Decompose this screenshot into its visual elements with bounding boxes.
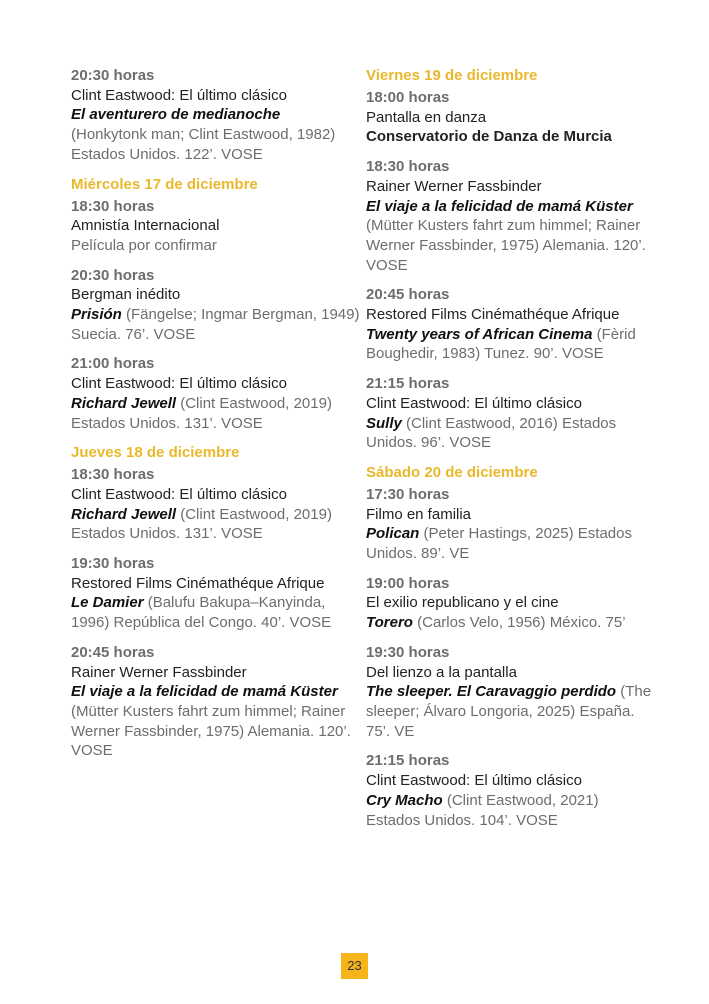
event-time: 20:45 horas [366,286,450,304]
event-series: Restored Films Cinémathéque Afrique [366,306,620,324]
event-series: El exilio republicano y el cine [366,594,559,612]
day-heading: Sábado 20 de diciembre [366,463,538,481]
page-number: 23 [341,953,368,979]
day-block [71,175,361,434]
film-title: Richard Jewell [71,394,177,412]
event-series: Bergman inédito [71,286,181,304]
event-time: 19:00 horas [366,574,450,592]
event [366,643,656,742]
film-details: (Clint Eastwood, 2021) Estados Unidos. 104’. VOSE [366,791,599,829]
film-title: El aventurero de medianoche [71,106,281,124]
film-title: El viaje a la felicidad de mamá Küster [71,683,338,701]
event-time: 18:30 horas [71,197,155,215]
event [71,266,361,345]
event [71,66,361,165]
event-time: 19:30 horas [366,643,450,661]
film-details: (Honkytonk man; Clint Eastwood, 1982) Estados Unidos. 122’. VOSE [71,126,336,163]
event-series-subtitle: Conservatorio de Danza de Murcia [366,128,612,146]
day-block [366,66,656,453]
film-details: (Fèrid Boughedir, 1983) Tunez. 90’. VOSE [366,325,636,363]
event-time: 18:00 horas [366,89,450,106]
film-details: (Balufu Bakupa–Kanyinda, 1996) República del Congo. 40’. VOSE [71,594,332,632]
event-time: 20:30 horas [71,67,155,84]
event-series: Clint Eastwood: El último clásico [366,772,582,790]
day-block [71,443,361,761]
event [366,88,656,147]
event-time: 19:30 horas [71,555,155,573]
left-column [71,66,361,771]
event [366,574,656,633]
film-details: (Peter Hastings, 2025) Estados Unidos. 89’. VE [366,525,632,563]
film-details: (Clint Eastwood, 2019) Estados Unidos. 131’. VOSE [71,505,332,543]
event-time: 18:30 horas [366,158,450,176]
event-series: Del lienzo a la pantalla [366,663,517,681]
event [366,285,656,364]
film-title: Richard Jewell [71,505,177,523]
day-heading: Jueves 18 de diciembre [71,444,240,462]
day-block [71,66,361,165]
day-heading: Miércoles 17 de diciembre [71,175,258,193]
event [366,157,656,275]
right-column [366,66,656,840]
film-title: Sully [366,414,402,432]
film-title: Cry Macho [366,791,443,809]
event-series: Filmo en familia [366,505,472,523]
event-series: Amnistía Internacional [71,217,220,235]
day-heading: Viernes 19 de diciembre [366,67,538,84]
event-series: Clint Eastwood: El último clásico [71,375,287,393]
film-title: Le Damier [71,594,144,612]
film-title: Polican [366,525,420,543]
film-details: (Fängelse; Ingmar Bergman, 1949) Suecia. 76’. VOSE [71,306,360,343]
film-title: Torero [366,614,413,632]
event-time: 20:45 horas [71,643,155,661]
event-time: 18:30 horas [71,466,155,484]
event-time: 21:15 horas [366,375,450,393]
event-series: Rainer Werner Fassbinder [71,663,247,681]
event-time: 21:00 horas [71,355,155,373]
event-time: 20:30 horas [71,266,155,284]
film-title: El viaje a la felicidad de mamá Küster [366,197,633,215]
film-title: Prisión [71,306,122,324]
event [366,485,656,564]
film-details: (Mütter Kusters fahrt zum himmel; Rainer Werner Fassbinder, 1975) Alemania. 120’. VOSE [71,702,351,760]
event [71,554,361,633]
film-details: (Carlos Velo, 1956) México. 75’ [412,614,626,632]
event-time: 21:15 horas [366,752,450,770]
event [71,197,361,256]
film-details: (Clint Eastwood, 2019) Estados Unidos. 131’. VOSE [71,394,332,432]
event-series: Pantalla en danza [366,108,487,126]
event [366,751,656,830]
day-block [366,463,656,830]
event [366,374,656,453]
event-series: Clint Eastwood: El último clásico [366,394,582,412]
event [71,643,361,761]
event-note: Película por confirmar [71,236,217,254]
event-time: 17:30 horas [366,485,450,503]
film-title: The sleeper. El Caravaggio perdido [366,683,617,701]
event [71,465,361,544]
film-title: Twenty years of African Cinema [366,325,593,343]
film-details: (Mütter Kusters fahrt zum himmel; Rainer Werner Fassbinder, 1975) Alemania. 120’. VOSE [366,217,646,274]
event [71,354,361,433]
film-details: (The sleeper; Álvaro Longoria, 2025) España. 75’. VE [366,683,652,740]
event-series: Clint Eastwood: El último clásico [71,86,287,104]
film-details: (Clint Eastwood, 2016) Estados Unidos. 96’. VOSE [366,414,617,452]
event-series: Restored Films Cinémathéque Afrique [71,574,325,592]
event-series: Rainer Werner Fassbinder [366,177,542,195]
event-series: Clint Eastwood: El último clásico [71,485,287,503]
